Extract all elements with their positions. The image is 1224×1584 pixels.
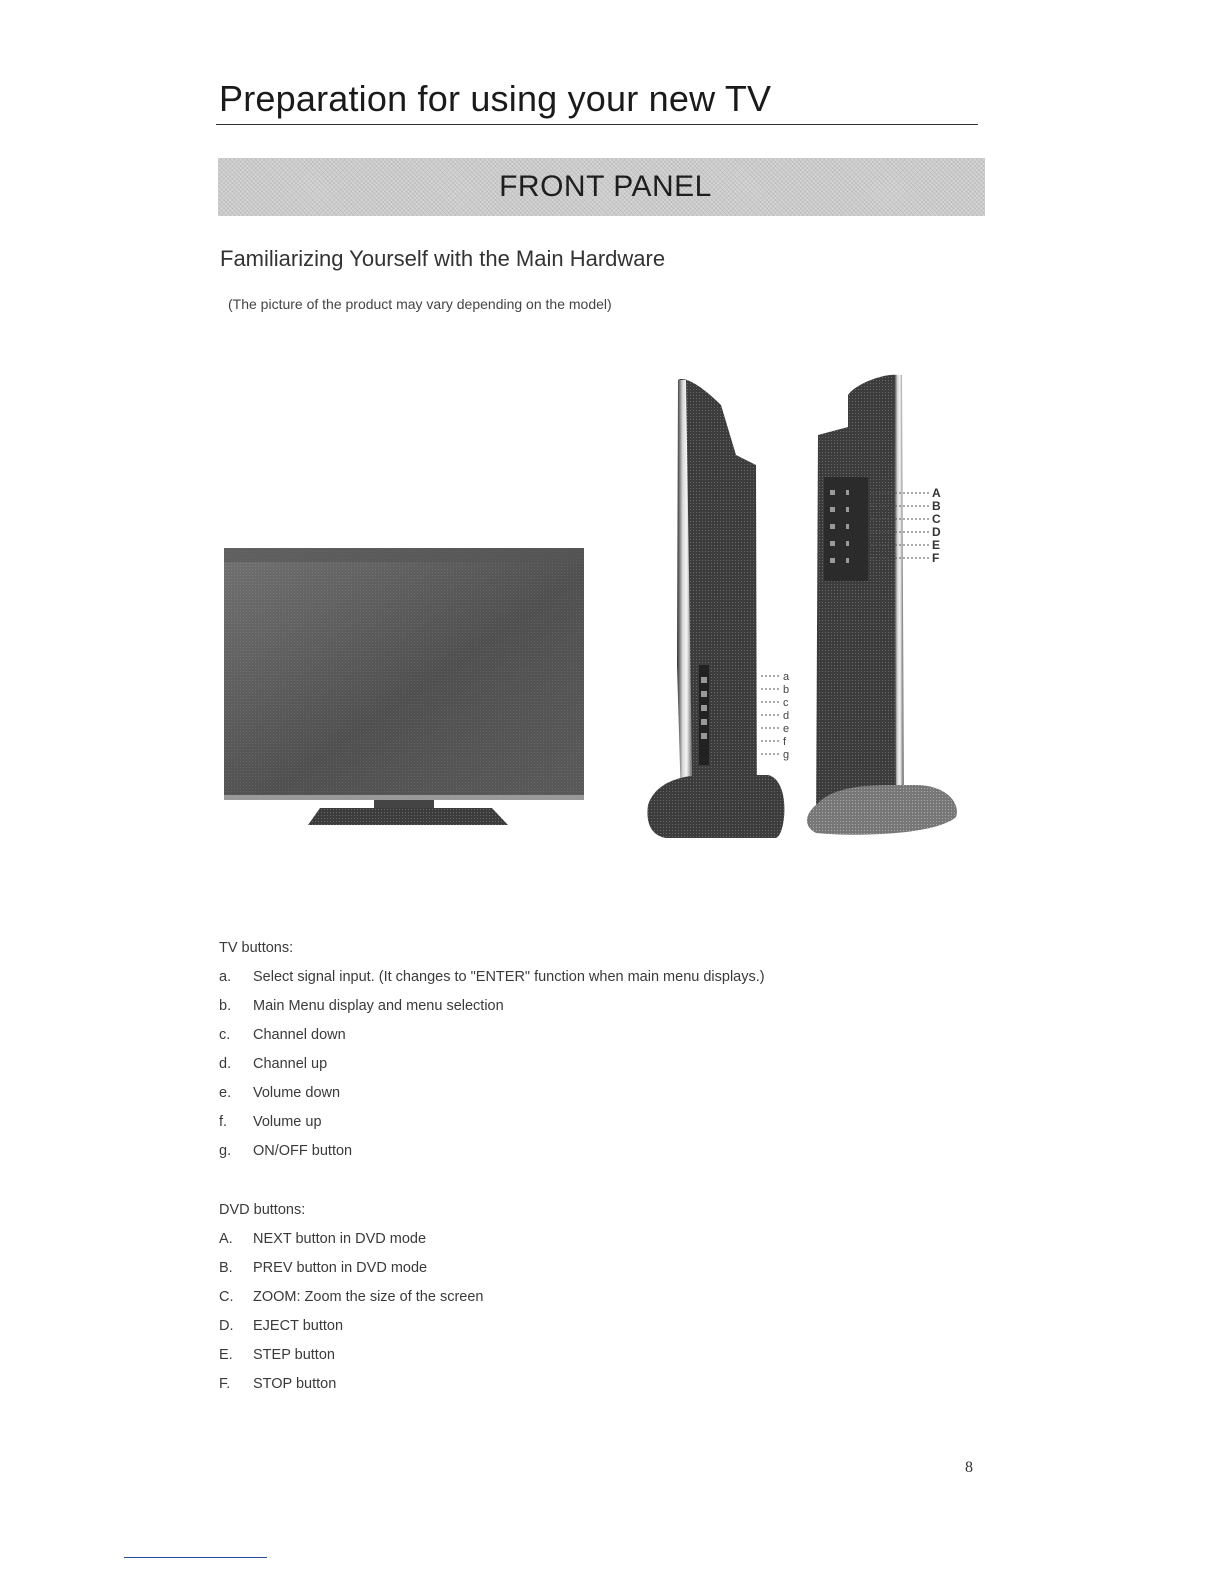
callout-label: C <box>932 512 941 526</box>
list-item <box>219 1112 322 1141</box>
callout-label: F <box>932 551 940 565</box>
callout-label: c <box>783 697 789 709</box>
item-letter: F. <box>219 1376 231 1392</box>
item-text: Channel down <box>253 1027 346 1043</box>
item-letter: D. <box>219 1318 234 1334</box>
model-note: (The picture of the product may vary depending on the model) <box>228 296 612 312</box>
list-item <box>219 1025 346 1054</box>
callout-label: A <box>932 486 941 500</box>
item-letter: d. <box>219 1056 232 1072</box>
banner-label: FRONT PANEL <box>499 170 712 203</box>
item-letter: A. <box>219 1231 233 1247</box>
callout-label: f <box>783 736 787 748</box>
callout-label: E <box>932 538 941 552</box>
list-item <box>219 1258 428 1287</box>
item-text: STEP button <box>253 1347 335 1363</box>
item-letter: e. <box>219 1085 232 1101</box>
section-banner <box>218 158 985 216</box>
dvd-buttons-list <box>219 1200 484 1403</box>
section-heading: Familiarizing Yourself with the Main Hardware <box>220 246 666 271</box>
item-text: Volume up <box>253 1114 322 1130</box>
item-letter: a. <box>219 969 232 985</box>
list-item <box>219 967 765 996</box>
tv-illustration <box>216 365 976 855</box>
item-text: STOP button <box>253 1376 337 1392</box>
item-text: ZOOM: Zoom the size of the screen <box>253 1289 484 1305</box>
list-item <box>219 1287 484 1316</box>
footnote-rule <box>124 1557 267 1558</box>
dvd-buttons-title: DVD buttons: <box>219 1202 306 1218</box>
item-letter: g. <box>219 1143 232 1159</box>
list-item <box>219 1054 328 1083</box>
callout-label: e <box>783 723 790 735</box>
page-title: Preparation for using your new TV <box>219 78 772 119</box>
item-text: Volume down <box>253 1085 341 1101</box>
front-view-tv <box>224 548 584 825</box>
item-letter: E. <box>219 1347 233 1363</box>
page-number: 8 <box>965 1459 973 1476</box>
callout-label: B <box>932 499 941 513</box>
title-rule <box>216 124 978 125</box>
callout-label: a <box>783 671 790 683</box>
callout-label: g <box>783 749 790 761</box>
item-text: Channel up <box>253 1056 328 1072</box>
list-item <box>219 1345 335 1374</box>
side-view-dvd-buttons <box>807 375 957 835</box>
item-letter: b. <box>219 998 232 1014</box>
list-item <box>219 1141 353 1170</box>
item-text: NEXT button in DVD mode <box>253 1231 427 1247</box>
item-text: Select signal input. (It changes to "ENTER" function when main menu displays.) <box>253 969 765 985</box>
item-letter: C. <box>219 1289 234 1305</box>
item-text: EJECT button <box>253 1318 344 1334</box>
item-text: Main Menu display and menu selection <box>253 998 504 1014</box>
item-letter: f. <box>219 1114 228 1130</box>
list-item <box>219 1083 341 1112</box>
item-text: ON/OFF button <box>253 1143 353 1159</box>
item-text: PREV button in DVD mode <box>253 1260 428 1276</box>
item-letter: c. <box>219 1027 231 1043</box>
tv-buttons-title: TV buttons: <box>219 940 294 956</box>
item-letter: B. <box>219 1260 233 1276</box>
list-item <box>219 996 504 1025</box>
callout-label: b <box>783 684 790 696</box>
tv-buttons-list <box>219 938 765 1170</box>
list-item <box>219 1229 427 1258</box>
list-item <box>219 1316 344 1345</box>
list-item <box>219 1374 337 1403</box>
callout-label: d <box>783 710 790 722</box>
side-view-tv-buttons <box>647 379 790 838</box>
callout-label: D <box>932 525 941 539</box>
